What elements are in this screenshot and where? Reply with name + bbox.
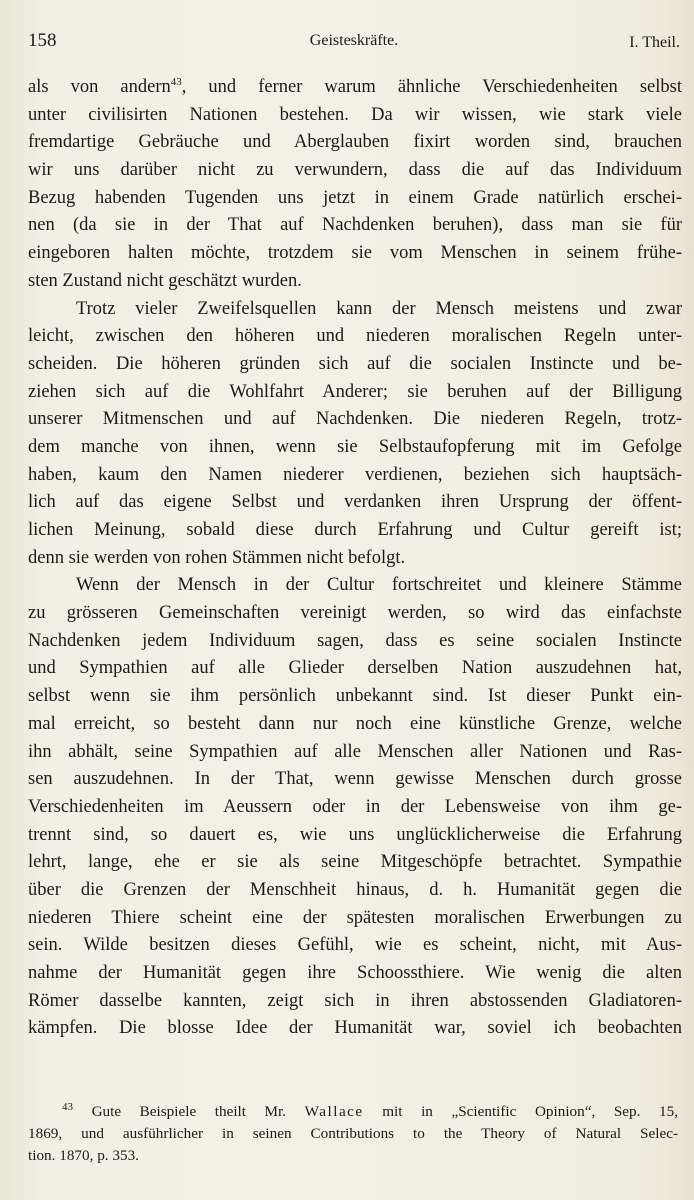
text-line: Römer dasselbe kannten, zeigt sich in ihren abstossenden Gladiatoren- (28, 990, 682, 1011)
text-line: sten Zustand nicht geschätzt wurden. (28, 270, 302, 291)
text-line: Verschiedenheiten im Aeussern oder in der Lebensweise von ihm ge- (28, 796, 682, 817)
text-line: sein. Wilde besitzen dieses Gefühl, wie es scheint, nicht, mit Aus- (28, 935, 682, 956)
text-line: Wenn der Mensch in der Cultur fortschreitet und kleinere Stämme (76, 575, 682, 596)
footnote-marker: 43 (62, 1101, 73, 1113)
footnote-line: tion. 1870, p. 353. (28, 1147, 139, 1164)
text-line: über die Grenzen der Menschheit hinaus, d. h. Humanität gegen die (28, 879, 682, 900)
text-line: denn sie werden von rohen Stämmen nicht befolgt. (28, 547, 406, 568)
text-line: dem manche von ihnen, wenn sie Selbstaufopferung mit im Gefolge (28, 436, 682, 457)
text-line: Trotz vieler Zweifelsquellen kann der Mensch meistens und zwar (76, 298, 682, 319)
text-line: unserer Mitmenschen und auf Nachdenken. Die niederen Regeln, trotz- (28, 409, 682, 430)
text-line: nen (da sie in der That auf Nachdenken beruhen), dass man sie für (28, 215, 682, 236)
text-line: Nachdenken jedem Individuum sagen, dass es seine socialen Instincte (28, 630, 682, 651)
footnote-line: $^{43}$ Gute Beispiele theilt Mr. Wallace mit in „Scientific Opinion“, Sep. 15, (62, 1101, 678, 1120)
text-line: zu grösseren Gemeinschaften vereinigt werden, so wird das einfachste (28, 603, 682, 624)
text-line: niederen Thiere scheint eine der spätesten moralischen Erwerbungen zu (28, 907, 682, 928)
text-line: sen auszudehnen. In der That, wenn gewisse Menschen durch grosse (28, 769, 682, 790)
page-number: 158 (28, 30, 57, 51)
text-line: scheiden. Die höheren gründen sich auf die socialen Instincte und be- (28, 353, 682, 374)
text-line: ihn abhält, seine Sympathien auf alle Menschen aller Nationen und Ras- (28, 741, 682, 762)
text-line: haben, kaum den Namen niederer verdienen, beziehen sich hauptsäch- (28, 464, 682, 485)
page-header (28, 30, 680, 56)
footnotes (28, 1101, 678, 1167)
text-line: eingeboren halten möchte, trotzdem sie vom Menschen in seinem frühe- (28, 243, 682, 264)
text-line: leicht, zwischen den höheren und niederen moralischen Regeln unter- (28, 326, 682, 347)
text-line: unter civilisirten Nationen bestehen. Da wir wissen, wie stark viele (28, 104, 682, 125)
text-line: mal erreicht, so besteht dann nur noch eine künstliche Grenze, welche (28, 713, 682, 734)
text-line: Bezug habenden Tugenden uns jetzt in einem Grade natürlich erschei- (28, 187, 682, 208)
text-line: kämpfen. Die blosse Idee der Humanität war, soviel ich beobachten (28, 1018, 682, 1039)
running-title: Geisteskräfte. (309, 32, 399, 49)
text-line: lichen Meinung, sobald diese durch Erfahrung und Cultur gereift ist; (28, 520, 682, 540)
footnote-line: 1869, und ausführlicher in seinen Contributions to the Theory of Natural Selec- (28, 1125, 678, 1142)
author-name: Wallace (304, 1103, 364, 1120)
text-line: lich auf das eigene Selbst und verdanken ihren Ursprung der öffent- (28, 492, 682, 513)
text-line: ziehen sich auf die Wohlfahrt Anderer; sie beruhen auf der Billigung (28, 381, 682, 402)
text-line: wir uns darüber nicht zu verwundern, dass die auf das Individuum (28, 160, 682, 181)
footnote-reference[interactable]: 43 (170, 75, 182, 88)
text-line: und Sympathien auf alle Glieder derselben Nation auszudehnen hat, (28, 658, 682, 679)
text-line: fremdartige Gebräuche und Aberglauben fixirt worden sind, brauchen (28, 132, 682, 153)
text-line: nahme der Humanität gegen ihre Schoossthiere. Wie wenig die alten (28, 963, 682, 983)
text-line: als von andern$^{43}$, und ferner warum ähnliche Verschiedenheiten selbst (28, 75, 682, 97)
body-text (28, 74, 682, 1043)
text-line: trennt sind, so dauert es, wie uns unglücklicherweise die Erfahrung (28, 824, 682, 845)
part-label: I. Theil. (629, 34, 680, 51)
text-line: lehrt, lange, ehe er sie als seine Mitgeschöpfe betrachtet. Sympathie (28, 852, 682, 873)
text-line: selbst wenn sie ihm persönlich unbekannt sind. Ist dieser Punkt ein- (28, 686, 682, 707)
